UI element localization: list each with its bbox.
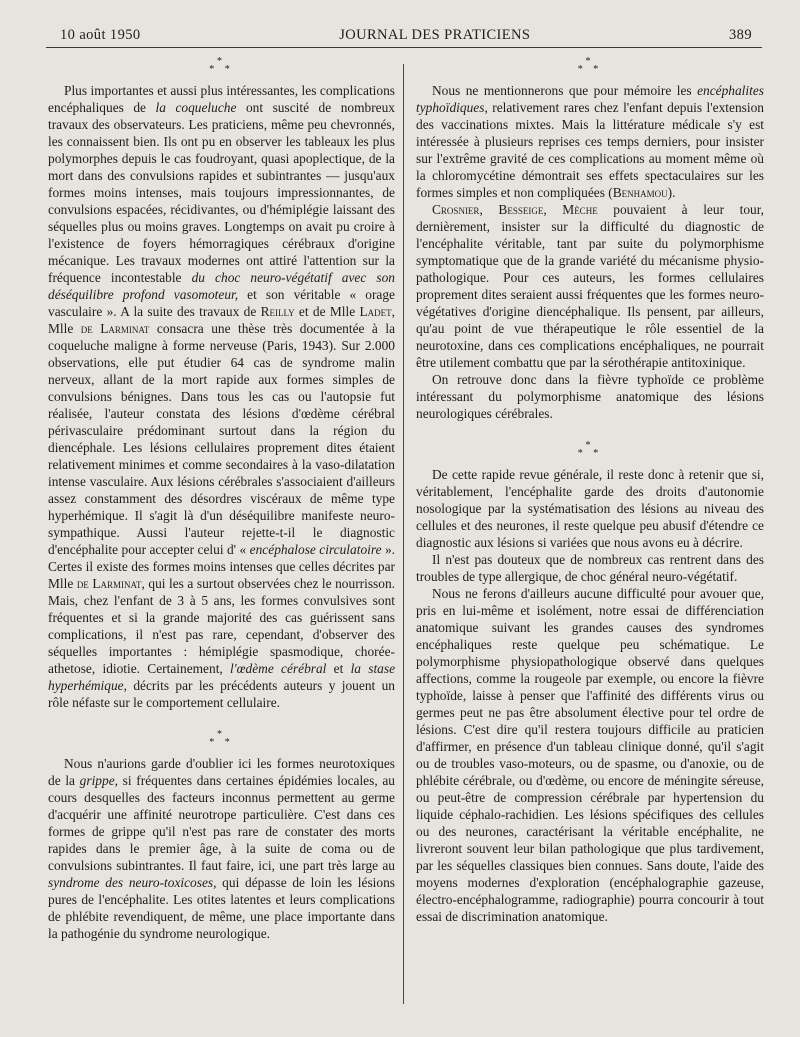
paragraph-grippe: Nous n'aurions garde d'oublier ici les formes neurotoxiques de la grippe, si fréquentes dans certaines épidémies locales, au cours desquelles des facteurs inconnus permettent au germe d'acquérir une affinité neurotrope particulière. C'est dans ces formes de grippe qu'il n'est pas rare de constater des morts rapides dans le premier âge, à la suite de coma ou de convulsions subintrantes. Il faut faire, ici, une part très large au syndrome des neuro-toxicoses, qui dépasse de loin les lésions pures de l'encéphalite. Les otites latentes et leurs complications de phlébite revendiquent, de même, une place importante dans la pathogénie du syndrome neurologique. <box>48 756 396 941</box>
running-header <box>60 22 752 44</box>
section-separator: * * * <box>577 56 603 75</box>
paragraph-allergique: Il n'est pas douteux que de nombreux cas rentrent dans des troubles de type allergique, de choc général neuro-végétatif. <box>416 552 764 584</box>
paragraph-conclusion: De cette rapide revue générale, il reste donc à retenir que si, véritablement, l'encéphalite garde des droits d'autonomie nosologique par la systématisation des lésions au niveau des cellules et des neurones, il reste quelque peu abusif d'étendre ce diagnostic aux lésions si variées que nous avons eu à décrire. <box>416 467 764 550</box>
header-rule <box>46 47 762 48</box>
left-column <box>48 58 395 942</box>
section-separator: * * * <box>209 729 234 748</box>
paragraph-schematique: Nous ne ferons d'ailleurs aucune difficulté pour avouer que, pris en lui-même et isolément, notre essai de différenciation anatomique suivant les grandes causes des syndromes encéphaliques reste quelque peu schématique. Le polymorphisme physiopathologique observé dans quelques affections, comme la rougeole par exemple, ou encore la fièvre typhoïde, laisse à penser que l'affinité des différents virus ou germes peut ne pas être absolument élective pour tel ordre de lésions. C'est dire qu'il restera toujours difficile au praticien d'affirmer, en présence d'un tableau clinique donné, qu'il s'agit ou de troubles vaso-moteurs, ou de spasme, ou d'anoxie, ou de phlébite cérébrale, ou d'œdème, ou encore de méningite séreuse, ou peut-être de compression cérébrale par hypertension du liquide céphalo-rachidien. Les lésions spécifiques des cellules ou des neurones, caractérisant la véritable encéphalite, ne livreront souvent leur bilan pathologique que plus tardivement, par les séquelles classiques bien connues. Sans doute, l'aide des moyens modernes d'exploration (encéphalographie gazeuse, électro-encéphalogramme, radiographie) pourra concourir à tout essai de discrimination anatomique. <box>416 586 764 924</box>
section-separator: * * * <box>577 440 603 459</box>
header-date: 10 août 1950 <box>60 27 141 43</box>
column-divider <box>403 64 404 1004</box>
journal-title: JOURNAL DES PRATICIENS <box>339 27 531 43</box>
section-separator: * * * <box>209 56 234 75</box>
right-column <box>416 58 764 925</box>
page-number: 389 <box>729 27 752 43</box>
paragraph-polymorphisme: On retrouve donc dans la fièvre typhoïde ce problème intéressant du polymorphisme anatomique des lésions neurologiques cérébrales. <box>416 372 764 421</box>
paragraph-crosnier: Crosnier, Besseige, Mèche pouvaient à leur tour, dernièrement, insister sur la difficulté du diagnostic de l'encéphalite véritable, tant par suite du polymorphisme symptomatique que de la grande variété du mécanisme physio-pathologique. Pour ces auteurs, les formes cellulaires proprement dites seraient aussi fréquentes que les formes neuro-végétatives d'origine diencéphalique. Ils pensent, par ailleurs, qu'au point de vue thérapeutique le rôle essentiel de la neurotoxine, dans ces complications encéphaliques, ne pourrait être utilement combattu que par la sérothérapie antitoxinique. <box>416 202 765 370</box>
paragraph-coqueluche: Plus importantes et aussi plus intéressantes, les complications encéphaliques de la coqueluche ont suscité de nombreux travaux des observateurs. Les praticiens, même peu chevronnés, les connaissent bien. Ils ont pu en observer les tableaux les plus polymorphes depuis le cas foudroyant, quasi apoplectique, de la mort dans des convulsions rapides et subintrantes — jusqu'aux formes moins intenses, mais toujours impressionnantes, de convulsions espacées, récidivantes, ou d'hémiplégie laissant des séquelles plus ou moins graves. Longtemps on avait pu croire à l'existence de foyers hémorragiques cérébraux d'origine mécanique. Les travaux modernes ont attiré l'attention sur la fréquence incontestable du choc neuro-végétatif avec son déséquilibre profond vasomoteur, et son véritable « orage vasculaire ». A la suite des travaux de Reilly et de Mlle Ladet, Mlle de Larminat consacra une thèse très documentée à la coqueluche maligne à forme nerveuse (Paris, 1943). Sur 2.000 observations, elle put étudier 64 cas de syndrome malin nerveux, allant de la mort rapide aux formes simples de convulsions bénignes. Dans tous les cas ou l'autopsie fut réalisée, l'auteur constata des lésions d'œdème cérébral périvasculaire prédominant surtout dans la région du diencéphale. Les lésions cellulaires proprement dites étaient relativement minimes et comme secondaires à la vaso-dilatation intense vasculaire. Aux lésions cérébrales s'associaient d'ailleurs assez constamment des désordres viscéraux de même type hyperhémique. Il s'agit là d'un déséquilibre manifeste neuro-sympathique. Aussi l'auteur rejette-t-il le diagnostic d'encéphalite pour accepter celui d' « encéphalose circulatoire ». Certes il existe des formes moins intenses que celles décrites par Mlle de Larminat, qui les a surtout observées chez le nourrisson. Mais, chez l'enfant de 3 à 5 ans, les formes convulsives sont fréquentes et si la grande majorité des cas guérissent sans complications, il n'est pas rare, cependant, d'observer des séquelles importantes : hémiplégie spasmodique, chorée-athetose, idiotie. Certainement, l'œdème cérébral et la stase hyperhémique, décrits par les précédents auteurs y jouent un rôle néfaste sur le comportement cellulaire. <box>48 83 396 710</box>
paragraph-typhoide: Nous ne mentionnerons que pour mémoire les encéphalites typhoïdiques, relativement rares chez l'enfant depuis l'extension des vaccinations mixtes. Mais la littérature médicale s'y est intéressée à plusieurs reprises ces temps derniers, pour insister sur l'extrême gravité de ces complications au moment même où la chloromycétine démontrait ses effets spectaculaires sur les formes simples et non compliquées (Benhamou). <box>416 83 764 200</box>
